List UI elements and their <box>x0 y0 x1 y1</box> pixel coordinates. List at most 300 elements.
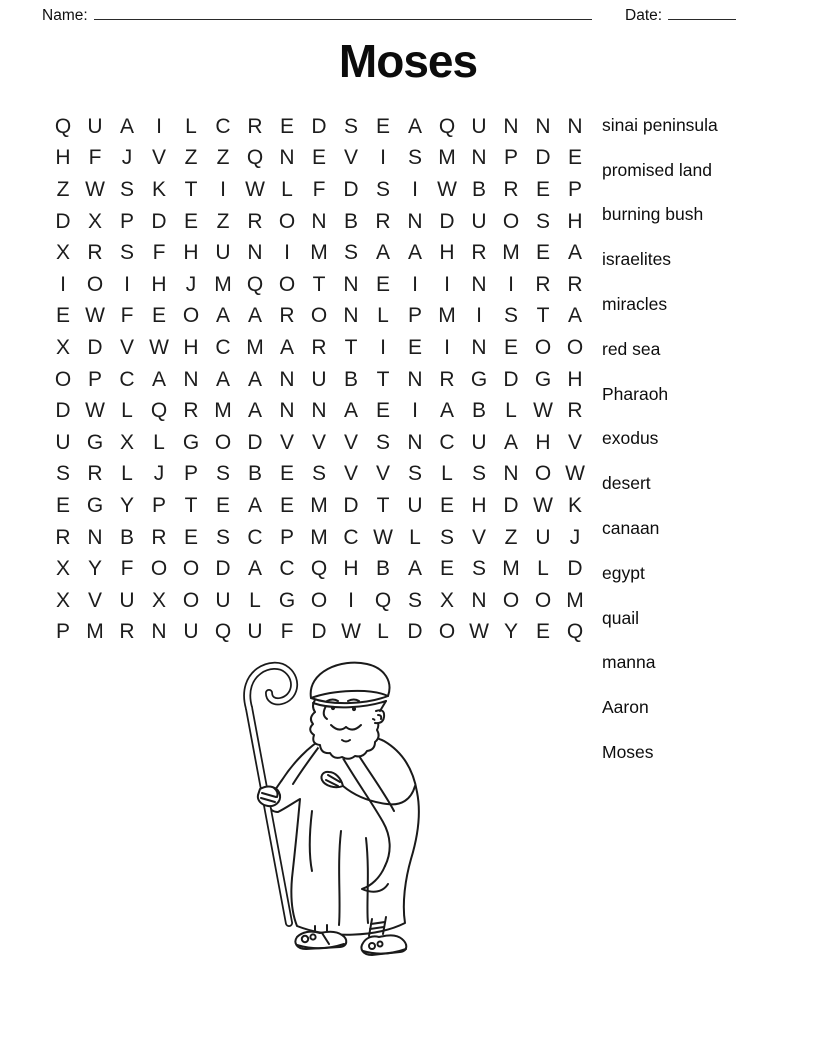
grid-letter: D <box>215 557 231 581</box>
moses-cap <box>311 663 390 698</box>
grid-letter: V <box>343 430 358 454</box>
grid-letter: R <box>503 177 519 201</box>
grid-letter: Q <box>310 557 328 581</box>
word-list-item: quail <box>602 607 639 628</box>
grid-letter: G <box>534 367 552 391</box>
grid-letter: M <box>310 525 328 549</box>
grid-letter: N <box>471 335 487 359</box>
grid-letter: S <box>215 525 230 549</box>
grid-letter: P <box>119 209 134 233</box>
grid-letter: W <box>469 620 489 644</box>
grid-letter: V <box>311 430 326 454</box>
grid-letter: U <box>119 588 135 612</box>
grid-letter: R <box>87 462 103 486</box>
grid-letter: L <box>121 462 133 486</box>
grid-letter: C <box>279 557 295 581</box>
grid-letter: D <box>503 367 519 391</box>
grid-letter: T <box>184 493 198 517</box>
grid-letter: A <box>567 241 582 265</box>
grid-letter: R <box>567 272 583 296</box>
grid-letter: I <box>444 335 450 359</box>
grid-letter: E <box>407 335 422 359</box>
grid-letter: H <box>535 430 551 454</box>
word-list-item: burning bush <box>602 204 704 225</box>
grid-letter: O <box>438 620 456 644</box>
grid-letter: H <box>567 209 583 233</box>
grid-letter: V <box>471 525 486 549</box>
grid-letter: X <box>55 588 70 612</box>
grid-letter: A <box>343 399 358 423</box>
grid-letter: C <box>215 114 231 138</box>
grid-letter: E <box>215 493 230 517</box>
grid-letter: H <box>567 367 583 391</box>
grid-letter: U <box>471 209 487 233</box>
grid-letter: N <box>471 272 487 296</box>
grid-letter: L <box>537 557 549 581</box>
name-field <box>42 6 592 25</box>
grid-letter: A <box>247 557 262 581</box>
grid-letter: A <box>247 367 262 391</box>
grid-letter: V <box>375 462 390 486</box>
grid-letter: J <box>569 525 581 549</box>
grid-letter: R <box>439 367 455 391</box>
grid-letter: O <box>310 304 328 328</box>
grid-letter: R <box>55 525 71 549</box>
grid-letter: N <box>503 462 519 486</box>
moses-illustration <box>225 656 425 956</box>
grid-letter: L <box>441 462 453 486</box>
grid-letter: Y <box>87 557 102 581</box>
grid-letter: X <box>55 241 70 265</box>
word-list-item: Pharaoh <box>602 383 669 404</box>
grid-letter: A <box>215 367 230 391</box>
grid-letter: X <box>151 588 166 612</box>
grid-letter: O <box>502 588 520 612</box>
grid-letter: R <box>119 620 135 644</box>
grid-letter: K <box>567 493 582 517</box>
grid-letter: G <box>182 430 200 454</box>
word-list-item: miracles <box>602 294 668 315</box>
grid-letter: A <box>247 493 262 517</box>
grid-letter: E <box>55 493 70 517</box>
grid-letter: S <box>471 557 486 581</box>
grid-letter: E <box>439 557 454 581</box>
grid-letter: T <box>376 367 390 391</box>
grid-letter: R <box>87 241 103 265</box>
grid-letter: E <box>279 114 294 138</box>
grid-letter: Z <box>216 146 230 170</box>
grid-letter: O <box>534 335 552 359</box>
grid-letter: U <box>183 620 199 644</box>
grid-letter: I <box>380 146 386 170</box>
grid-letter: T <box>376 493 390 517</box>
grid-letter: N <box>183 367 199 391</box>
grid-letter: I <box>220 177 226 201</box>
grid-letter: L <box>377 304 389 328</box>
grid-letter: I <box>124 272 130 296</box>
grid-letter: W <box>373 525 393 549</box>
grid-letter: Q <box>246 272 264 296</box>
grid-letter: D <box>311 114 327 138</box>
grid-letter: C <box>343 525 359 549</box>
grid-letter: N <box>567 114 583 138</box>
grid-letter: I <box>412 177 418 201</box>
grid-letter: O <box>86 272 104 296</box>
grid-letter: O <box>214 430 232 454</box>
grid-letter: U <box>535 525 551 549</box>
grid-letter: I <box>412 399 418 423</box>
grid-letter: W <box>565 462 585 486</box>
grid-letter: F <box>312 177 326 201</box>
grid-letter: F <box>88 146 102 170</box>
puzzle-title: Moses <box>338 35 478 87</box>
grid-letter: X <box>439 588 454 612</box>
grid-letter: N <box>87 525 103 549</box>
word-list <box>602 103 802 775</box>
grid-letter: J <box>185 272 197 296</box>
grid-letter: Z <box>184 146 198 170</box>
grid-letter: F <box>152 241 166 265</box>
grid-letter: B <box>119 525 134 549</box>
grid-letter: Q <box>374 588 392 612</box>
grid-letter: V <box>87 588 102 612</box>
grid-letter: W <box>245 177 265 201</box>
grid-letter: F <box>120 557 134 581</box>
grid-letter: P <box>279 525 294 549</box>
grid-letter: S <box>407 588 422 612</box>
grid-letter: M <box>246 335 264 359</box>
grid-letter: N <box>279 367 295 391</box>
grid-letter: U <box>87 114 103 138</box>
grid-letter: P <box>183 462 198 486</box>
grid-letter: D <box>55 209 71 233</box>
grid-letter: B <box>247 462 262 486</box>
grid-letter: K <box>151 177 166 201</box>
grid-letter: Q <box>438 114 456 138</box>
grid-letter: N <box>343 304 359 328</box>
grid-letter: X <box>119 430 134 454</box>
grid-letter: O <box>278 209 296 233</box>
grid-letter: R <box>247 114 263 138</box>
word-list-item: Aaron <box>602 697 649 718</box>
grid-letter: I <box>444 272 450 296</box>
grid-letter: N <box>151 620 167 644</box>
grid-letter: S <box>55 462 70 486</box>
grid-letter: Z <box>216 209 230 233</box>
grid-letter: I <box>348 588 354 612</box>
grid-letter: E <box>375 272 390 296</box>
grid-letter: T <box>312 272 326 296</box>
grid-letter: N <box>311 399 327 423</box>
grid-letter: R <box>375 209 391 233</box>
grid-letter: M <box>214 272 232 296</box>
word-list-item: sinai peninsula <box>602 114 718 135</box>
grid-letter: A <box>215 304 230 328</box>
grid-letter: S <box>375 177 390 201</box>
grid-letter: X <box>55 557 70 581</box>
grid-letter: E <box>439 493 454 517</box>
grid-letter: N <box>407 209 423 233</box>
grid-letter: P <box>407 304 422 328</box>
grid-letter: I <box>412 272 418 296</box>
date-label: Date: <box>625 7 663 24</box>
grid-letter: U <box>215 241 231 265</box>
grid-letter: A <box>247 304 262 328</box>
name-blank-line <box>94 6 592 20</box>
grid-letter: T <box>184 177 198 201</box>
grid-letter: E <box>375 399 390 423</box>
grid-letter: N <box>471 146 487 170</box>
word-list-item: exodus <box>602 428 659 449</box>
grid-letter: G <box>278 588 296 612</box>
grid-letter: H <box>343 557 359 581</box>
grid-letter: I <box>476 304 482 328</box>
grid-letter: B <box>471 177 486 201</box>
grid-letter: O <box>310 588 328 612</box>
grid-letter: P <box>87 367 102 391</box>
grid-letter: O <box>182 588 200 612</box>
grid-letter: N <box>247 241 263 265</box>
grid-letter: S <box>535 209 550 233</box>
grid-letter: E <box>151 304 166 328</box>
grid-letter: R <box>279 304 295 328</box>
grid-letter: W <box>437 177 457 201</box>
grid-letter: D <box>87 335 103 359</box>
grid-letter: I <box>380 335 386 359</box>
grid-letter: Q <box>54 114 72 138</box>
grid-letter: O <box>502 209 520 233</box>
grid-letter: P <box>567 177 582 201</box>
date-blank-line <box>668 6 736 20</box>
grid-letter: H <box>151 272 167 296</box>
grid-letter: I <box>60 272 66 296</box>
grid-letter: Z <box>56 177 70 201</box>
grid-letter: M <box>310 241 328 265</box>
grid-letter: H <box>471 493 487 517</box>
grid-letter: G <box>86 493 104 517</box>
grid-letter: E <box>183 209 198 233</box>
grid-letter: W <box>533 399 553 423</box>
grid-letter: D <box>151 209 167 233</box>
grid-letter: R <box>471 241 487 265</box>
grid-letter: E <box>535 177 550 201</box>
grid-letter: O <box>278 272 296 296</box>
grid-letter: S <box>311 462 326 486</box>
grid-letter: O <box>150 557 168 581</box>
grid-letter: B <box>343 209 358 233</box>
moses-ear <box>375 710 384 723</box>
grid-letter: A <box>375 241 390 265</box>
moses-robe <box>269 734 419 935</box>
grid-letter: N <box>311 209 327 233</box>
grid-letter: R <box>567 399 583 423</box>
grid-letter: N <box>407 430 423 454</box>
grid-letter: E <box>375 114 390 138</box>
word-list-item: canaan <box>602 518 660 539</box>
grid-letter: A <box>407 241 422 265</box>
grid-letter: M <box>438 304 456 328</box>
grid-letter: I <box>508 272 514 296</box>
grid-letter: W <box>533 493 553 517</box>
grid-letter: H <box>183 335 199 359</box>
word-list-item: Moses <box>602 742 654 763</box>
grid-letter: G <box>86 430 104 454</box>
word-list-item: israelites <box>602 249 672 270</box>
grid-letter: H <box>183 241 199 265</box>
grid-letter: A <box>407 114 422 138</box>
grid-letter: V <box>279 430 294 454</box>
grid-letter: D <box>55 399 71 423</box>
grid-letter: Z <box>504 525 518 549</box>
grid-letter: E <box>535 241 550 265</box>
grid-letter: W <box>85 177 105 201</box>
grid-letter: F <box>280 620 294 644</box>
grid-letter: V <box>151 146 166 170</box>
grid-letter: B <box>343 367 358 391</box>
grid-letter: S <box>407 146 422 170</box>
grid-letter: B <box>471 399 486 423</box>
grid-letter: U <box>247 620 263 644</box>
grid-letter: S <box>471 462 486 486</box>
grid-letter: M <box>86 620 104 644</box>
date-field <box>625 6 736 25</box>
grid-letter: M <box>566 588 584 612</box>
grid-letter: D <box>439 209 455 233</box>
grid-letter: S <box>343 114 358 138</box>
grid-letter: L <box>409 525 421 549</box>
grid-letter: L <box>121 399 133 423</box>
grid-letter: S <box>375 430 390 454</box>
grid-letter: U <box>471 114 487 138</box>
grid-letter: C <box>439 430 455 454</box>
grid-letter: O <box>534 462 552 486</box>
grid-letter: O <box>566 335 584 359</box>
grid-letter: U <box>55 430 71 454</box>
grid-letter: Q <box>246 146 264 170</box>
grid-letter: S <box>215 462 230 486</box>
grid-letter: Q <box>566 620 584 644</box>
grid-letter: O <box>182 304 200 328</box>
grid-letter: V <box>567 430 582 454</box>
grid-letter: Q <box>150 399 168 423</box>
grid-letter: H <box>439 241 455 265</box>
grid-letter: E <box>503 335 518 359</box>
grid-letter: W <box>85 399 105 423</box>
grid-letter: Y <box>503 620 518 644</box>
grid-letter: P <box>151 493 166 517</box>
grid-letter: D <box>343 493 359 517</box>
grid-letter: Q <box>214 620 232 644</box>
grid-letter: S <box>503 304 518 328</box>
grid-letter: I <box>156 114 162 138</box>
grid-letter: T <box>344 335 358 359</box>
grid-letter: J <box>121 146 133 170</box>
grid-letter: D <box>247 430 263 454</box>
grid-letter: V <box>343 146 358 170</box>
grid-letter: R <box>535 272 551 296</box>
grid-letter: N <box>279 146 295 170</box>
word-list-item: desert <box>602 473 651 494</box>
grid-letter: V <box>343 462 358 486</box>
grid-letter: O <box>182 557 200 581</box>
grid-letter: A <box>247 399 262 423</box>
grid-letter: E <box>567 146 582 170</box>
grid-letter: L <box>249 588 261 612</box>
grid-letter: T <box>536 304 550 328</box>
grid-letter: G <box>470 367 488 391</box>
grid-letter: A <box>407 557 422 581</box>
grid-letter: V <box>119 335 134 359</box>
grid-letter: U <box>311 367 327 391</box>
grid-letter: S <box>119 177 134 201</box>
grid-letter: C <box>215 335 231 359</box>
grid-letter: M <box>438 146 456 170</box>
grid-letter: X <box>55 335 70 359</box>
grid-letter: Y <box>119 493 134 517</box>
word-list-item: promised land <box>602 159 712 180</box>
letter-grid <box>47 111 591 648</box>
grid-letter: R <box>183 399 199 423</box>
grid-letter: D <box>535 146 551 170</box>
grid-letter: O <box>54 367 72 391</box>
grid-letter: H <box>55 146 71 170</box>
grid-letter: W <box>85 304 105 328</box>
grid-letter: O <box>534 588 552 612</box>
grid-letter: X <box>87 209 102 233</box>
grid-letter: L <box>153 430 165 454</box>
word-list-item: egypt <box>602 562 645 583</box>
grid-letter: D <box>503 493 519 517</box>
grid-letter: S <box>407 462 422 486</box>
grid-letter: M <box>502 557 520 581</box>
grid-letter: D <box>567 557 583 581</box>
grid-letter: R <box>247 209 263 233</box>
grid-letter: S <box>119 241 134 265</box>
grid-letter: P <box>503 146 518 170</box>
grid-letter: C <box>119 367 135 391</box>
grid-letter: A <box>119 114 134 138</box>
name-label: Name: <box>42 7 88 24</box>
grid-letter: M <box>214 399 232 423</box>
grid-letter: E <box>311 146 326 170</box>
grid-letter: L <box>505 399 517 423</box>
grid-letter: F <box>120 304 134 328</box>
grid-letter: A <box>151 367 166 391</box>
grid-letter: B <box>375 557 390 581</box>
grid-letter: A <box>567 304 582 328</box>
grid-letter: P <box>55 620 70 644</box>
grid-letter: D <box>343 177 359 201</box>
grid-letter: U <box>215 588 231 612</box>
grid-letter: S <box>439 525 454 549</box>
word-list-item: red sea <box>602 338 661 359</box>
grid-letter: L <box>377 620 389 644</box>
grid-letter: E <box>279 462 294 486</box>
grid-letter: E <box>535 620 550 644</box>
grid-letter: W <box>341 620 361 644</box>
grid-letter: R <box>311 335 327 359</box>
grid-letter: E <box>55 304 70 328</box>
grid-letter: S <box>343 241 358 265</box>
grid-letter: A <box>279 335 294 359</box>
grid-letter: U <box>471 430 487 454</box>
grid-letter: D <box>311 620 327 644</box>
grid-letter: N <box>471 588 487 612</box>
grid-letter: C <box>247 525 263 549</box>
grid-letter: A <box>503 430 518 454</box>
grid-letter: N <box>343 272 359 296</box>
grid-letter: L <box>185 114 197 138</box>
